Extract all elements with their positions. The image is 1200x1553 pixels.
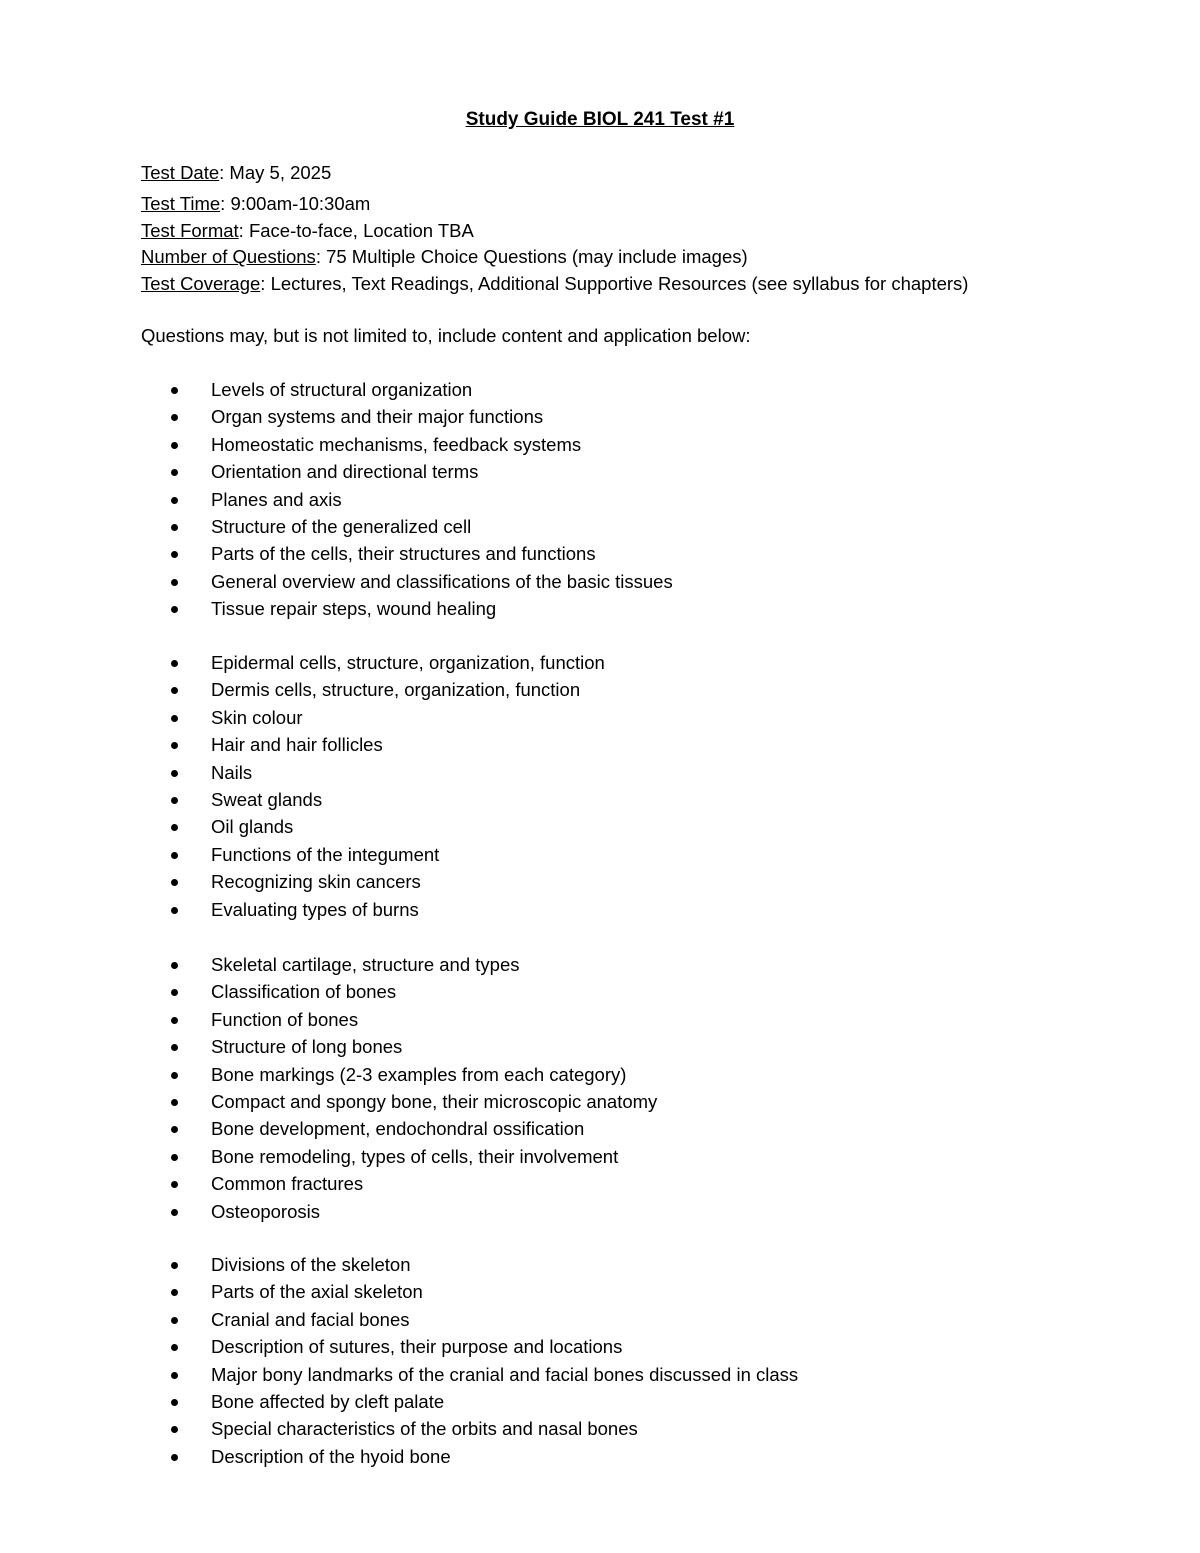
list-item <box>0 813 1200 840</box>
list-item-text: Dermis cells, structure, organization, function <box>211 679 581 701</box>
list-item <box>0 568 1200 595</box>
bullet-icon <box>171 1044 178 1051</box>
list-item-text: Bone markings (2-3 examples from each category) <box>211 1063 627 1085</box>
list-item <box>0 1143 1200 1170</box>
list-item <box>0 731 1200 758</box>
list-item <box>0 896 1200 923</box>
list-item-text: Osteoporosis <box>211 1200 320 1222</box>
bullet-icon <box>171 579 178 586</box>
bullet-icon <box>171 1317 178 1324</box>
bullet-icon <box>171 824 178 831</box>
topic-group-skeleton <box>0 1251 1200 1470</box>
list-item-text: Functions of the integument <box>211 843 440 865</box>
list-item-text: Orientation and directional terms <box>211 461 479 483</box>
list-item-text: Structure of long bones <box>211 1036 403 1058</box>
bullet-icon <box>171 497 178 504</box>
bullet-icon <box>171 770 178 777</box>
intro-text: Questions may, but is not limited to, include content and application below: <box>141 325 751 346</box>
list-item-text: Skin colour <box>211 706 303 728</box>
bullet-icon <box>171 524 178 531</box>
bullet-icon <box>171 1072 178 1079</box>
test-time-line <box>141 191 968 218</box>
list-item-text: Recognizing skin cancers <box>211 871 421 893</box>
list-item-text: Compact and spongy bone, their microscopic anatomy <box>211 1090 658 1112</box>
list-item-text: Epidermal cells, structure, organization, function <box>211 652 605 673</box>
list-item <box>0 403 1200 430</box>
bullet-icon <box>171 387 178 394</box>
bullet-icon <box>171 797 178 804</box>
list-item <box>0 376 1200 403</box>
topic-group-bones <box>0 951 1200 1225</box>
list-item-text: Sweat glands <box>211 788 323 810</box>
bullet-icon <box>171 1017 178 1024</box>
topic-group-foundations <box>0 376 1200 623</box>
test-format-label: Test Format <box>141 219 239 241</box>
bullet-icon <box>171 1454 178 1461</box>
list-item-text: Organ systems and their major functions <box>211 406 544 428</box>
list-item <box>0 486 1200 513</box>
list-item <box>0 1006 1200 1033</box>
bullet-icon <box>171 1289 178 1296</box>
test-format-line <box>141 218 968 245</box>
list-item-text: Divisions of the skeleton <box>211 1254 411 1275</box>
list-item <box>0 704 1200 731</box>
test-coverage-line <box>141 271 968 298</box>
list-item-text: Homeostatic mechanisms, feedback systems <box>211 433 582 455</box>
bullet-icon <box>171 469 178 476</box>
list-item <box>0 1115 1200 1142</box>
list-item <box>0 649 1200 676</box>
bullet-icon <box>171 1372 178 1379</box>
bullet-icon <box>171 852 178 859</box>
list-item <box>0 540 1200 567</box>
test-details <box>141 160 968 297</box>
bullet-icon <box>171 1126 178 1133</box>
test-time-value: : 9:00am-10:30am <box>220 193 371 214</box>
test-time-label: Test Time <box>141 193 221 214</box>
list-item <box>0 1088 1200 1115</box>
bullet-icon <box>171 1426 178 1433</box>
document-title: Study Guide BIOL 241 Test #1 <box>465 109 735 130</box>
bullet-icon <box>171 1344 178 1351</box>
list-item-text: Parts of the cells, their structures and functions <box>211 543 596 565</box>
bullet-icon <box>171 687 178 694</box>
list-item <box>0 458 1200 485</box>
test-coverage-value: : Lectures, Text Readings, Additional Supportive Resources (see syllabus for chapters) <box>260 272 969 294</box>
number-of-questions-label: Number of Questions <box>141 246 316 267</box>
bullet-icon <box>171 551 178 558</box>
list-item-text: Cranial and facial bones <box>211 1308 410 1330</box>
list-item <box>0 978 1200 1005</box>
list-item-text: Planes and axis <box>211 488 342 510</box>
list-item <box>0 1306 1200 1333</box>
list-item <box>0 1251 1200 1278</box>
bullet-icon <box>171 1399 178 1406</box>
bullet-icon <box>171 715 178 722</box>
number-of-questions-value: : 75 Multiple Choice Questions (may include images) <box>315 246 748 267</box>
list-item-text: Skeletal cartilage, structure and types <box>211 954 520 975</box>
list-item <box>0 841 1200 868</box>
list-item-text: Structure of the generalized cell <box>211 515 472 537</box>
list-item <box>0 868 1200 895</box>
list-item <box>0 1443 1200 1470</box>
list-item-text: Oil glands <box>211 816 294 838</box>
list-item <box>0 1061 1200 1088</box>
list-item <box>0 1033 1200 1060</box>
list-item <box>0 1170 1200 1197</box>
topic-group-integument <box>0 649 1200 923</box>
list-item-text: Bone remodeling, types of cells, their involvement <box>211 1145 619 1167</box>
list-item <box>0 513 1200 540</box>
list-item-text: Description of the hyoid bone <box>211 1445 451 1467</box>
list-item-text: Function of bones <box>211 1008 359 1030</box>
bullet-icon <box>171 442 178 449</box>
bullet-icon <box>171 1099 178 1106</box>
bullet-icon <box>171 1262 178 1269</box>
list-item-text: Special characteristics of the orbits and nasal bones <box>211 1418 638 1440</box>
bullet-icon <box>171 962 178 969</box>
test-date-label: Test Date <box>141 162 220 183</box>
bullet-icon <box>171 1209 178 1216</box>
list-item <box>0 676 1200 703</box>
list-item <box>0 759 1200 786</box>
list-item <box>0 1415 1200 1442</box>
bullet-icon <box>171 742 178 749</box>
list-item-text: Bone development, endochondral ossification <box>211 1118 585 1140</box>
list-item <box>0 786 1200 813</box>
list-item <box>0 1198 1200 1225</box>
list-item-text: Common fractures <box>211 1173 364 1195</box>
list-item-text: Bone affected by cleft palate <box>211 1390 445 1412</box>
bullet-icon <box>171 879 178 886</box>
list-item-text: General overview and classifications of the basic tissues <box>211 570 673 592</box>
list-item <box>0 1388 1200 1415</box>
bullet-icon <box>171 1154 178 1161</box>
list-item <box>0 1278 1200 1305</box>
list-item-text: Major bony landmarks of the cranial and facial bones discussed in class <box>211 1363 799 1385</box>
list-item <box>0 1333 1200 1360</box>
list-item-text: Parts of the axial skeleton <box>211 1281 423 1303</box>
list-item <box>0 595 1200 622</box>
list-item <box>0 1361 1200 1388</box>
number-of-questions-line <box>141 244 968 271</box>
test-date-value: : May 5, 2025 <box>219 162 332 183</box>
bullet-icon <box>171 989 178 996</box>
bullet-icon <box>171 606 178 613</box>
list-item-text: Tissue repair steps, wound healing <box>211 598 497 620</box>
list-item-text: Nails <box>211 761 253 783</box>
list-item-text: Hair and hair follicles <box>211 734 383 756</box>
list-item <box>0 431 1200 458</box>
list-item-text: Description of sutures, their purpose and locations <box>211 1336 623 1358</box>
bullet-icon <box>171 1181 178 1188</box>
bullet-icon <box>171 907 178 914</box>
list-item-text: Evaluating types of burns <box>211 898 419 920</box>
list-item-text: Levels of structural organization <box>211 379 473 400</box>
test-coverage-label: Test Coverage <box>141 272 261 294</box>
list-item-text: Classification of bones <box>211 981 397 1003</box>
list-item <box>0 951 1200 978</box>
bullet-icon <box>171 414 178 421</box>
test-format-value: : Face-to-face, Location TBA <box>238 219 474 241</box>
bullet-icon <box>171 660 178 667</box>
test-date-line <box>141 160 968 191</box>
